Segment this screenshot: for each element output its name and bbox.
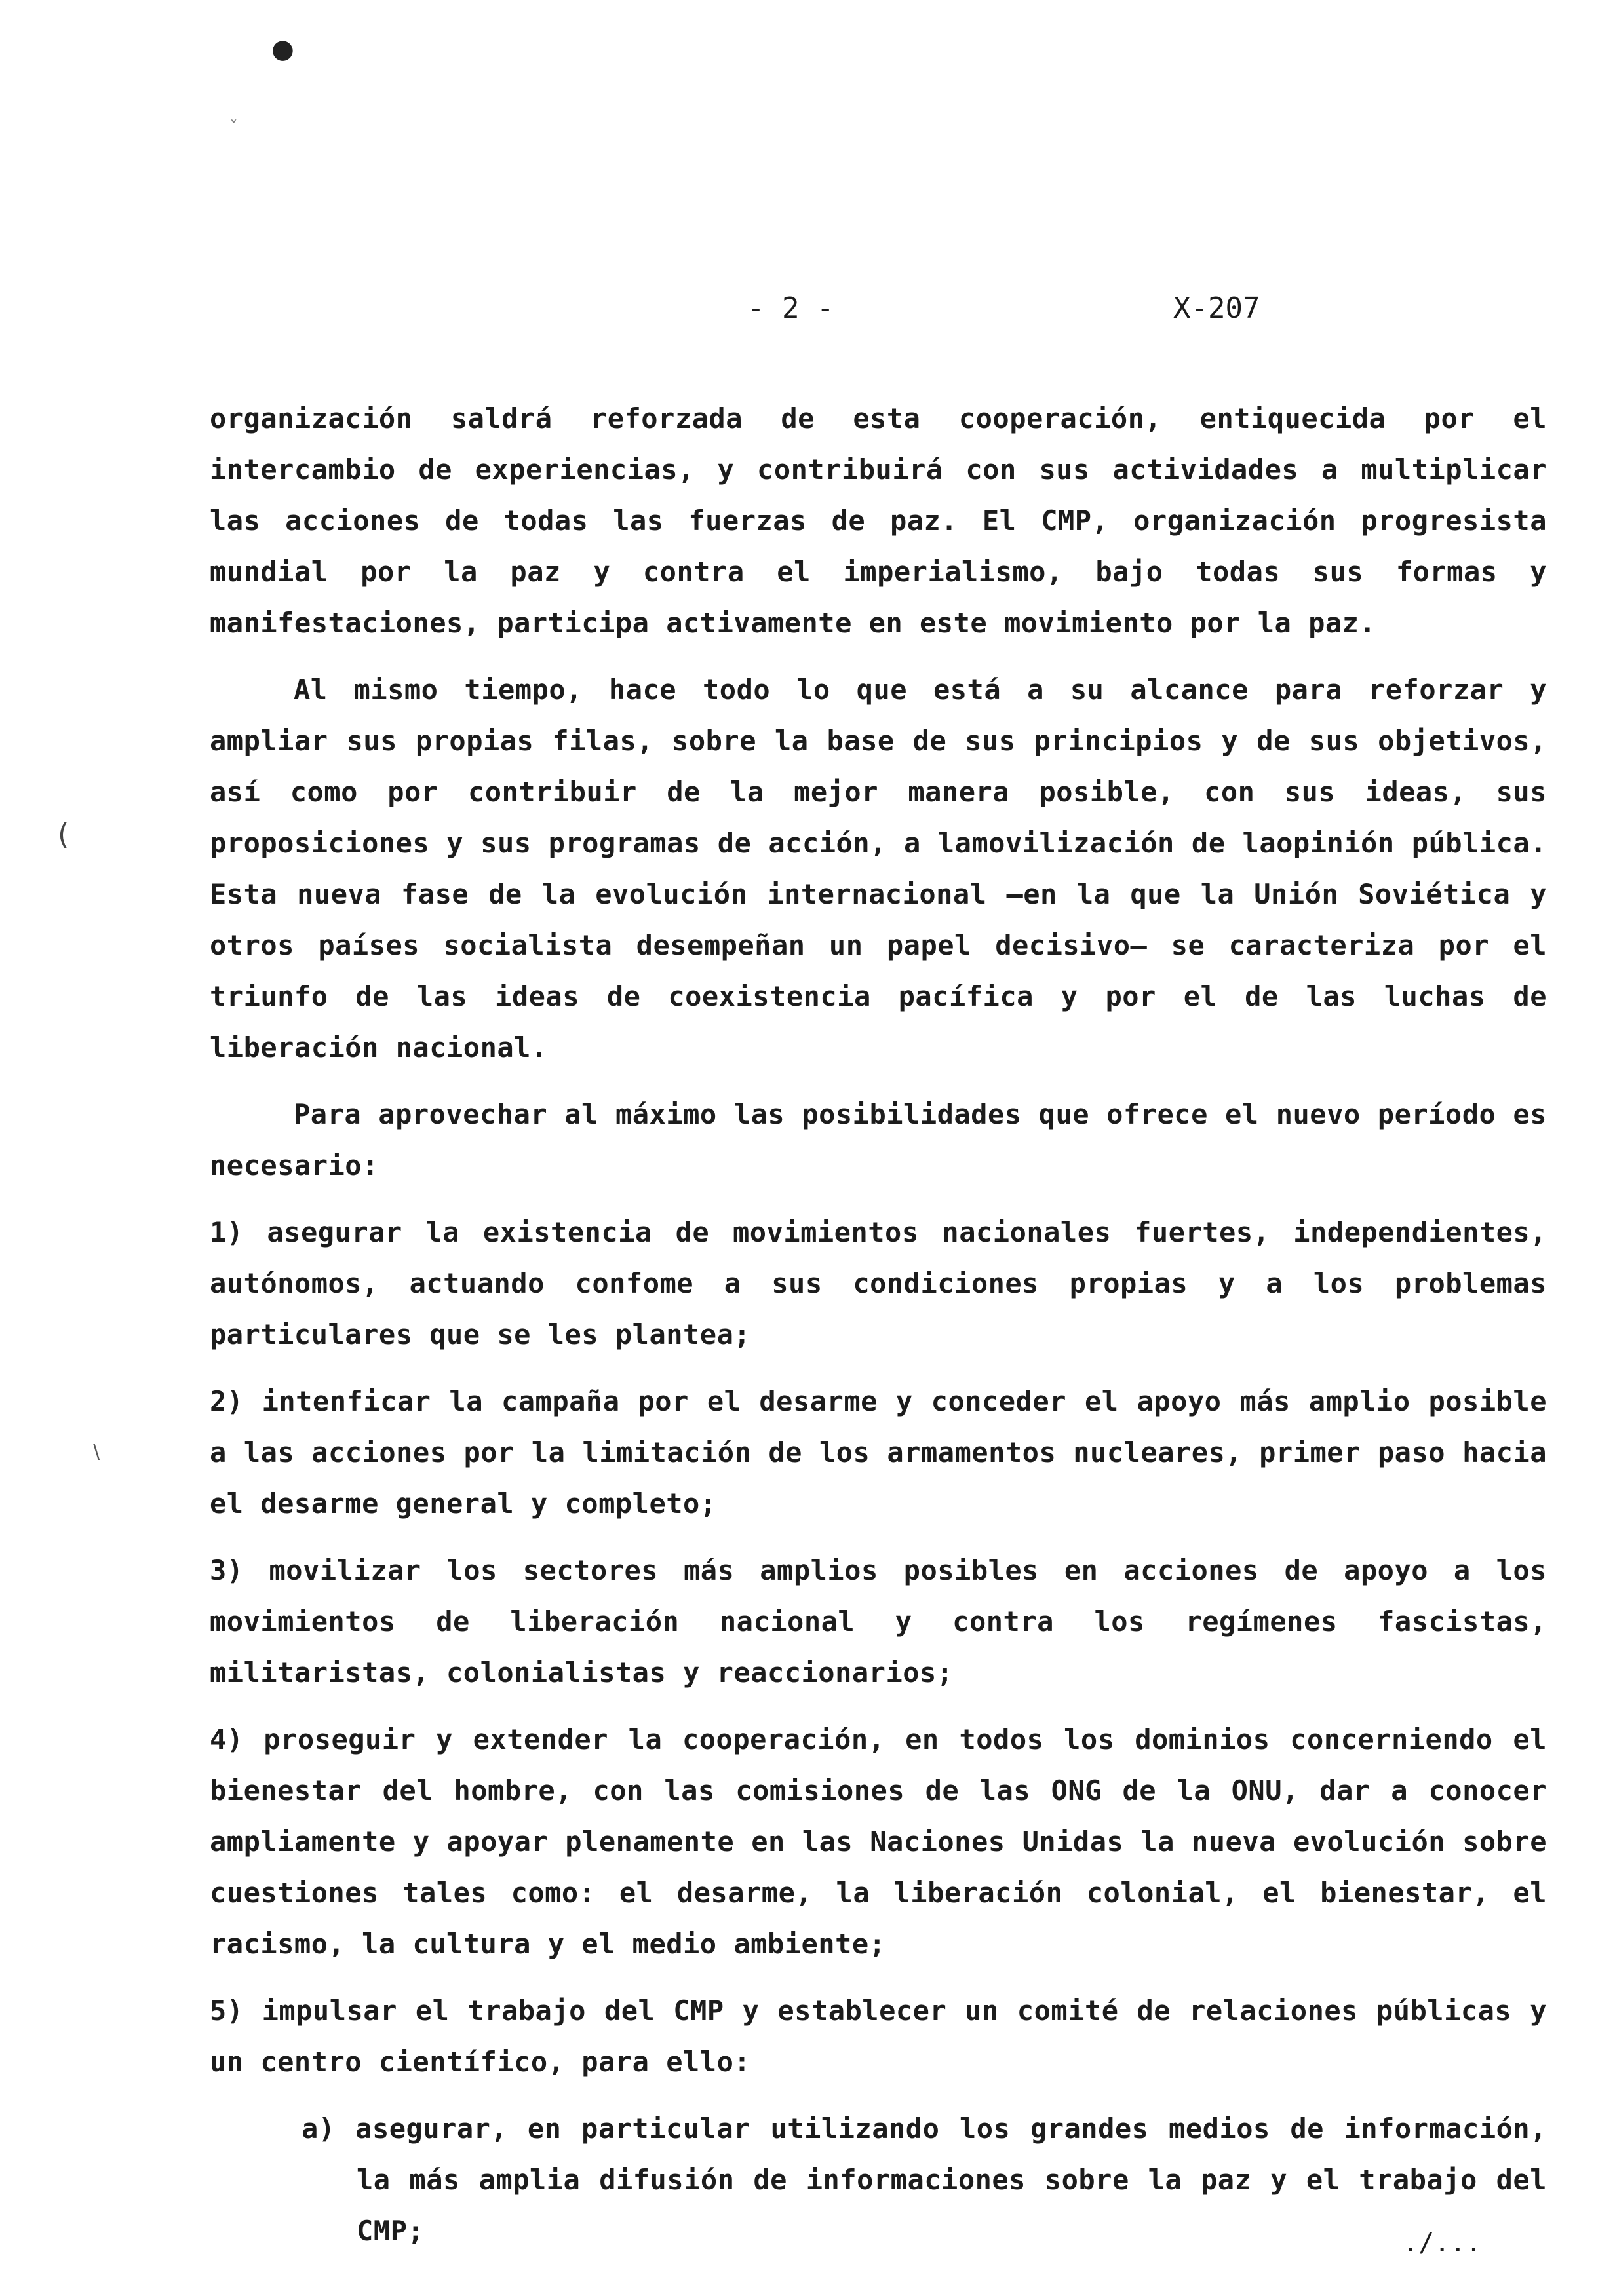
page-number: - 2 - <box>747 292 834 325</box>
paragraph: Para aprovechar al máximo las posibilidades que ofrece el nuevo período es necesario: <box>210 1098 1547 1181</box>
list-item: 3) movilizar los sectores más amplios posibles en acciones de apoyo a los movimientos de liberación nacional y contra los regímenes fascistas, militaristas, colonialistas y reaccionarios; <box>210 1554 1547 1689</box>
document-body <box>210 393 1547 2257</box>
list-item: 1) asegurar la existencia de movimientos nacionales fuertes, independientes, autónomos, actuando confome a sus condiciones propias y a los problemas particulares que se les plantea; <box>210 1216 1547 1350</box>
sub-list-item: a) asegurar, en particular utilizando los grandes medios de información, la más amplia difusión de informaciones sobre la paz y el trabajo del CMP; <box>302 2113 1547 2247</box>
list-item: 4) proseguir y extender la cooperación, en todos los dominios concerniendo el bienestar del hombre, con las comisiones de las ONG de la ONU, dar a conocer ampliamente y apoyar plenamente en las Naciones Unidas la nueva evolución sobre cuestiones tales como: el desarme, la liberación colonial, el bienestar, el racismo, la cultura y el medio ambiente; <box>210 1723 1547 1960</box>
list-item: 5) impulsar el trabajo del CMP y establecer un comité de relaciones públicas y un centro científico, para ello: <box>210 1995 1547 2078</box>
margin-paren-mark: ( <box>58 818 69 851</box>
stray-dot-mark: ● <box>271 34 294 64</box>
document-code: X-207 <box>1173 292 1260 325</box>
list-item: 2) intenficar la campaña por el desarme y conceder el apoyo más amplio posible a las acciones por la limitación de los armamentos nucleares, primer paso hacia el desarme general y completo; <box>210 1385 1547 1520</box>
paragraph: organización saldrá reforzada de esta cooperación, entiquecida por el intercambio de experiencias, y contribuirá con sus actividades a multiplicar las acciones de todas las fuerzas de paz. El CMP, organización progresista mundial por la paz y contra el imperialismo, bajo todas sus formas y manifestaciones, participa activamente en este movimiento por la paz. <box>210 402 1547 639</box>
margin-tick-mark: \ <box>93 1440 100 1463</box>
paragraph: Al mismo tiempo, hace todo lo que está a su alcance para reforzar y ampliar sus propias filas, sobre la base de sus principios y de sus objetivos, así como por contribuir de la mejor manera posible, con sus ideas, sus proposiciones y sus programas de acción, a lamovilización de laopinión pública. Esta nueva fase de la evolución internacional —en la que la Unión Soviética y otros países socialista desempeñan un papel decisivo— se caracteriza por el triunfo de las ideas de coexistencia pacífica y por el de las luchas de liberación nacional. <box>210 674 1547 1063</box>
stray-tick-mark: ˇ <box>229 118 238 138</box>
continuation-mark: ./... <box>1403 2228 1482 2258</box>
